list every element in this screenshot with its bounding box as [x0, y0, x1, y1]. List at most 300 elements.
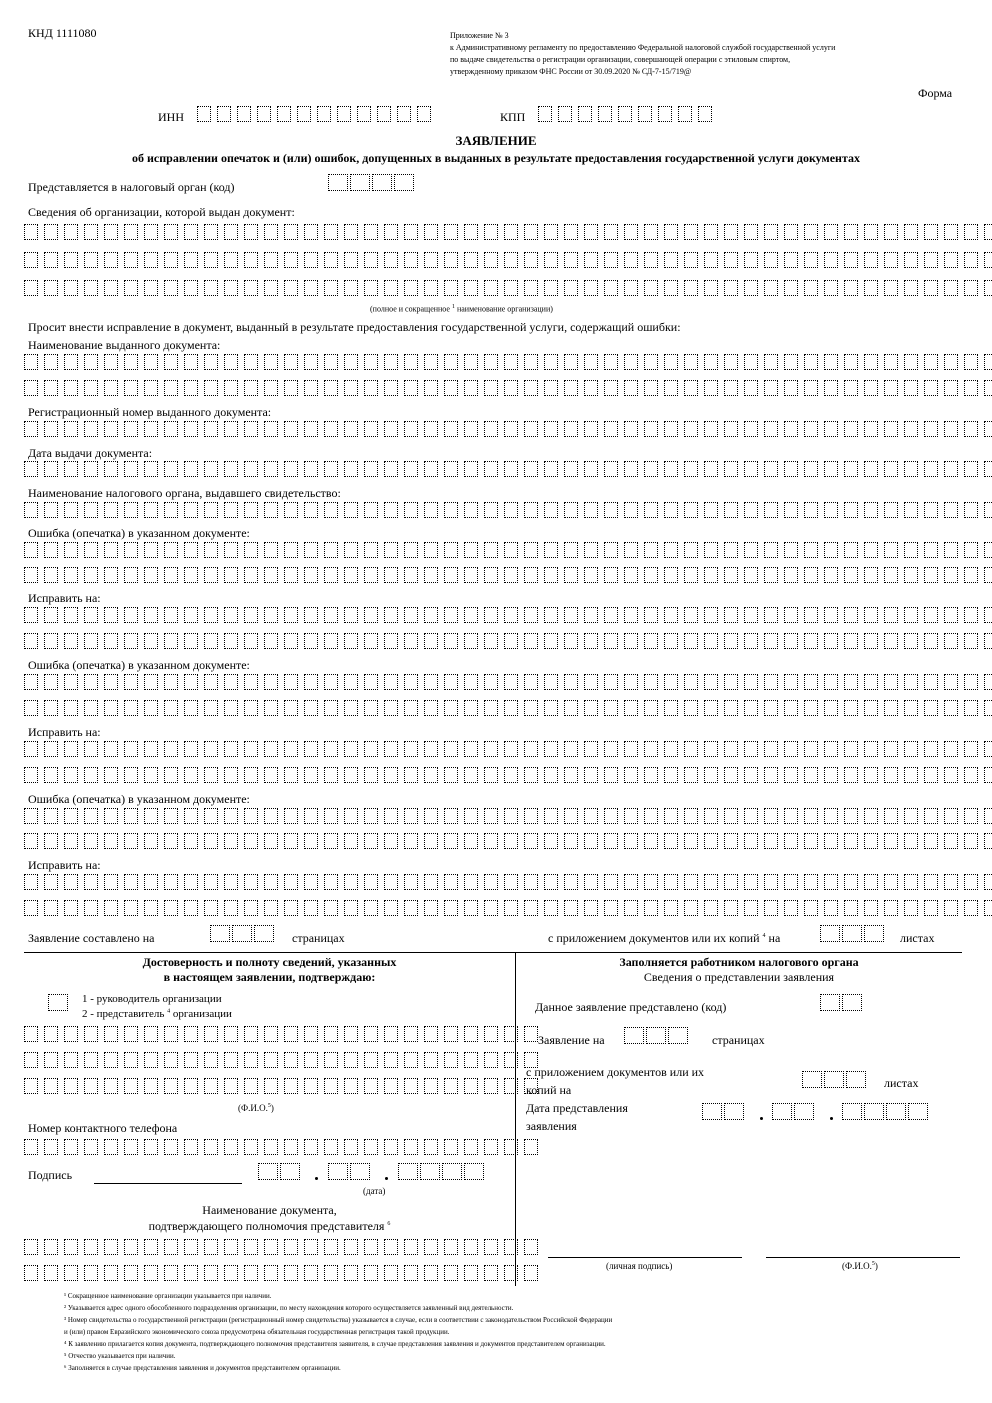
char-cell[interactable] — [644, 542, 658, 558]
org-name-line-3[interactable] — [24, 280, 992, 296]
char-cell[interactable] — [724, 354, 738, 370]
char-cell[interactable] — [544, 567, 558, 583]
char-cell[interactable] — [344, 502, 358, 518]
char-cell[interactable] — [124, 633, 138, 649]
fix-line[interactable] — [24, 874, 992, 890]
date-year-field[interactable] — [398, 1163, 486, 1181]
char-cell[interactable] — [84, 567, 98, 583]
char-cell[interactable] — [504, 380, 518, 396]
char-cell[interactable] — [924, 461, 938, 477]
char-cell[interactable] — [464, 1052, 478, 1068]
char-cell[interactable] — [24, 767, 38, 783]
char-cell[interactable] — [124, 1239, 138, 1255]
phone-field[interactable] — [24, 1139, 544, 1155]
char-cell[interactable] — [404, 1139, 418, 1155]
char-cell[interactable] — [84, 461, 98, 477]
char-cell[interactable] — [904, 280, 918, 296]
char-cell[interactable] — [244, 700, 258, 716]
char-cell[interactable] — [264, 280, 278, 296]
char-cell[interactable] — [784, 741, 798, 757]
char-cell[interactable] — [944, 674, 958, 690]
char-cell[interactable] — [324, 741, 338, 757]
fix-line[interactable] — [24, 633, 992, 649]
char-cell[interactable] — [908, 1103, 928, 1120]
char-cell[interactable] — [344, 421, 358, 437]
char-cell[interactable] — [564, 808, 578, 824]
char-cell[interactable] — [884, 900, 898, 916]
char-cell[interactable] — [164, 224, 178, 240]
char-cell[interactable] — [584, 567, 598, 583]
char-cell[interactable] — [844, 567, 858, 583]
char-cell[interactable] — [904, 252, 918, 268]
char-cell[interactable] — [764, 542, 778, 558]
char-cell[interactable] — [504, 700, 518, 716]
char-cell[interactable] — [964, 633, 978, 649]
char-cell[interactable] — [104, 224, 118, 240]
char-cell[interactable] — [484, 502, 498, 518]
char-cell[interactable] — [804, 224, 818, 240]
char-cell[interactable] — [464, 1163, 484, 1180]
char-cell[interactable] — [884, 542, 898, 558]
char-cell[interactable] — [398, 1163, 418, 1180]
char-cell[interactable] — [684, 833, 698, 849]
char-cell[interactable] — [24, 741, 38, 757]
char-cell[interactable] — [464, 767, 478, 783]
char-cell[interactable] — [604, 808, 618, 824]
char-cell[interactable] — [464, 674, 478, 690]
char-cell[interactable] — [124, 542, 138, 558]
char-cell[interactable] — [84, 808, 98, 824]
char-cell[interactable] — [524, 900, 538, 916]
char-cell[interactable] — [644, 874, 658, 890]
char-cell[interactable] — [824, 542, 838, 558]
char-cell[interactable] — [644, 741, 658, 757]
char-cell[interactable] — [384, 1239, 398, 1255]
char-cell[interactable] — [804, 900, 818, 916]
char-cell[interactable] — [504, 633, 518, 649]
fix-line[interactable] — [24, 767, 992, 783]
char-cell[interactable] — [424, 354, 438, 370]
char-cell[interactable] — [724, 252, 738, 268]
char-cell[interactable] — [624, 633, 638, 649]
char-cell[interactable] — [324, 380, 338, 396]
char-cell[interactable] — [304, 674, 318, 690]
char-cell[interactable] — [884, 833, 898, 849]
char-cell[interactable] — [24, 354, 38, 370]
tax-authority-code-field[interactable] — [328, 174, 416, 192]
char-cell[interactable] — [504, 607, 518, 623]
char-cell[interactable] — [244, 874, 258, 890]
char-cell[interactable] — [464, 808, 478, 824]
char-cell[interactable] — [404, 700, 418, 716]
char-cell[interactable] — [24, 224, 38, 240]
char-cell[interactable] — [564, 421, 578, 437]
char-cell[interactable] — [964, 252, 978, 268]
char-cell[interactable] — [24, 674, 38, 690]
char-cell[interactable] — [544, 808, 558, 824]
char-cell[interactable] — [304, 1052, 318, 1068]
char-cell[interactable] — [144, 633, 158, 649]
char-cell[interactable] — [564, 542, 578, 558]
char-cell[interactable] — [204, 1265, 218, 1281]
char-cell[interactable] — [164, 280, 178, 296]
char-cell[interactable] — [884, 700, 898, 716]
char-cell[interactable] — [324, 674, 338, 690]
char-cell[interactable] — [184, 502, 198, 518]
char-cell[interactable] — [564, 280, 578, 296]
char-cell[interactable] — [224, 900, 238, 916]
char-cell[interactable] — [384, 461, 398, 477]
error-line[interactable] — [24, 542, 992, 558]
char-cell[interactable] — [344, 1078, 358, 1094]
char-cell[interactable] — [217, 106, 231, 122]
char-cell[interactable] — [444, 874, 458, 890]
char-cell[interactable] — [464, 502, 478, 518]
char-cell[interactable] — [864, 900, 878, 916]
char-cell[interactable] — [644, 224, 658, 240]
char-cell[interactable] — [668, 1027, 688, 1044]
char-cell[interactable] — [484, 280, 498, 296]
char-cell[interactable] — [824, 354, 838, 370]
char-cell[interactable] — [44, 1052, 58, 1068]
char-cell[interactable] — [484, 380, 498, 396]
char-cell[interactable] — [584, 900, 598, 916]
date-month-field[interactable] — [328, 1163, 372, 1181]
char-cell[interactable] — [64, 1026, 78, 1042]
char-cell[interactable] — [584, 280, 598, 296]
char-cell[interactable] — [704, 542, 718, 558]
char-cell[interactable] — [264, 607, 278, 623]
char-cell[interactable] — [104, 741, 118, 757]
char-cell[interactable] — [244, 252, 258, 268]
char-cell[interactable] — [304, 421, 318, 437]
char-cell[interactable] — [584, 633, 598, 649]
char-cell[interactable] — [84, 1139, 98, 1155]
char-cell[interactable] — [784, 224, 798, 240]
char-cell[interactable] — [944, 633, 958, 649]
char-cell[interactable] — [664, 833, 678, 849]
char-cell[interactable] — [784, 380, 798, 396]
char-cell[interactable] — [964, 874, 978, 890]
char-cell[interactable] — [524, 380, 538, 396]
char-cell[interactable] — [704, 567, 718, 583]
char-cell[interactable] — [944, 280, 958, 296]
char-cell[interactable] — [944, 607, 958, 623]
char-cell[interactable] — [864, 925, 884, 942]
char-cell[interactable] — [884, 502, 898, 518]
char-cell[interactable] — [924, 380, 938, 396]
char-cell[interactable] — [864, 874, 878, 890]
char-cell[interactable] — [664, 461, 678, 477]
char-cell[interactable] — [964, 461, 978, 477]
char-cell[interactable] — [84, 607, 98, 623]
char-cell[interactable] — [444, 741, 458, 757]
char-cell[interactable] — [604, 252, 618, 268]
char-cell[interactable] — [984, 461, 992, 477]
char-cell[interactable] — [424, 808, 438, 824]
char-cell[interactable] — [704, 380, 718, 396]
char-cell[interactable] — [264, 874, 278, 890]
char-cell[interactable] — [964, 808, 978, 824]
char-cell[interactable] — [344, 380, 358, 396]
char-cell[interactable] — [304, 1026, 318, 1042]
attachments-sheets-field[interactable] — [820, 925, 886, 943]
char-cell[interactable] — [284, 224, 298, 240]
char-cell[interactable] — [764, 354, 778, 370]
char-cell[interactable] — [304, 700, 318, 716]
authority-doc-line-1[interactable] — [24, 1239, 544, 1255]
char-cell[interactable] — [884, 252, 898, 268]
char-cell[interactable] — [604, 421, 618, 437]
char-cell[interactable] — [224, 542, 238, 558]
char-cell[interactable] — [184, 461, 198, 477]
char-cell[interactable] — [284, 502, 298, 518]
char-cell[interactable] — [744, 700, 758, 716]
char-cell[interactable] — [764, 252, 778, 268]
char-cell[interactable] — [84, 741, 98, 757]
char-cell[interactable] — [64, 1052, 78, 1068]
char-cell[interactable] — [124, 1026, 138, 1042]
char-cell[interactable] — [164, 421, 178, 437]
char-cell[interactable] — [764, 421, 778, 437]
char-cell[interactable] — [844, 874, 858, 890]
char-cell[interactable] — [232, 925, 252, 942]
char-cell[interactable] — [784, 461, 798, 477]
char-cell[interactable] — [884, 280, 898, 296]
char-cell[interactable] — [64, 700, 78, 716]
char-cell[interactable] — [84, 874, 98, 890]
char-cell[interactable] — [184, 1052, 198, 1068]
char-cell[interactable] — [704, 674, 718, 690]
char-cell[interactable] — [64, 354, 78, 370]
char-cell[interactable] — [804, 502, 818, 518]
staff-date-day-field[interactable] — [702, 1103, 746, 1121]
char-cell[interactable] — [564, 833, 578, 849]
char-cell[interactable] — [264, 633, 278, 649]
char-cell[interactable] — [904, 542, 918, 558]
char-cell[interactable] — [804, 808, 818, 824]
char-cell[interactable] — [184, 1078, 198, 1094]
char-cell[interactable] — [824, 874, 838, 890]
char-cell[interactable] — [584, 674, 598, 690]
char-cell[interactable] — [504, 808, 518, 824]
char-cell[interactable] — [364, 252, 378, 268]
char-cell[interactable] — [324, 567, 338, 583]
char-cell[interactable] — [864, 280, 878, 296]
char-cell[interactable] — [284, 874, 298, 890]
char-cell[interactable] — [324, 1078, 338, 1094]
char-cell[interactable] — [624, 808, 638, 824]
char-cell[interactable] — [324, 874, 338, 890]
char-cell[interactable] — [144, 674, 158, 690]
char-cell[interactable] — [384, 354, 398, 370]
char-cell[interactable] — [184, 1139, 198, 1155]
char-cell[interactable] — [824, 421, 838, 437]
char-cell[interactable] — [244, 1239, 258, 1255]
char-cell[interactable] — [504, 421, 518, 437]
char-cell[interactable] — [184, 808, 198, 824]
char-cell[interactable] — [264, 1026, 278, 1042]
char-cell[interactable] — [764, 461, 778, 477]
char-cell[interactable] — [464, 874, 478, 890]
char-cell[interactable] — [384, 1265, 398, 1281]
char-cell[interactable] — [864, 808, 878, 824]
char-cell[interactable] — [544, 700, 558, 716]
char-cell[interactable] — [104, 833, 118, 849]
char-cell[interactable] — [764, 808, 778, 824]
char-cell[interactable] — [484, 674, 498, 690]
char-cell[interactable] — [164, 461, 178, 477]
char-cell[interactable] — [864, 633, 878, 649]
char-cell[interactable] — [764, 767, 778, 783]
char-cell[interactable] — [64, 741, 78, 757]
char-cell[interactable] — [744, 741, 758, 757]
char-cell[interactable] — [804, 607, 818, 623]
char-cell[interactable] — [24, 380, 38, 396]
char-cell[interactable] — [444, 767, 458, 783]
char-cell[interactable] — [784, 833, 798, 849]
char-cell[interactable] — [564, 252, 578, 268]
char-cell[interactable] — [664, 808, 678, 824]
char-cell[interactable] — [404, 741, 418, 757]
char-cell[interactable] — [424, 1265, 438, 1281]
char-cell[interactable] — [184, 252, 198, 268]
char-cell[interactable] — [584, 421, 598, 437]
char-cell[interactable] — [364, 1078, 378, 1094]
char-cell[interactable] — [544, 633, 558, 649]
char-cell[interactable] — [504, 674, 518, 690]
char-cell[interactable] — [658, 106, 672, 122]
char-cell[interactable] — [724, 674, 738, 690]
char-cell[interactable] — [484, 900, 498, 916]
char-cell[interactable] — [444, 461, 458, 477]
char-cell[interactable] — [264, 421, 278, 437]
char-cell[interactable] — [24, 700, 38, 716]
char-cell[interactable] — [484, 567, 498, 583]
char-cell[interactable] — [424, 380, 438, 396]
char-cell[interactable] — [884, 633, 898, 649]
char-cell[interactable] — [84, 502, 98, 518]
char-cell[interactable] — [664, 700, 678, 716]
char-cell[interactable] — [804, 567, 818, 583]
char-cell[interactable] — [684, 502, 698, 518]
char-cell[interactable] — [864, 421, 878, 437]
char-cell[interactable] — [224, 874, 238, 890]
char-cell[interactable] — [224, 607, 238, 623]
char-cell[interactable] — [164, 607, 178, 623]
char-cell[interactable] — [284, 354, 298, 370]
char-cell[interactable] — [84, 354, 98, 370]
char-cell[interactable] — [364, 502, 378, 518]
char-cell[interactable] — [144, 280, 158, 296]
char-cell[interactable] — [124, 252, 138, 268]
char-cell[interactable] — [844, 461, 858, 477]
char-cell[interactable] — [704, 808, 718, 824]
char-cell[interactable] — [844, 502, 858, 518]
char-cell[interactable] — [504, 1265, 518, 1281]
char-cell[interactable] — [924, 354, 938, 370]
char-cell[interactable] — [604, 380, 618, 396]
char-cell[interactable] — [444, 252, 458, 268]
char-cell[interactable] — [684, 607, 698, 623]
char-cell[interactable] — [724, 874, 738, 890]
char-cell[interactable] — [64, 874, 78, 890]
error-line[interactable] — [24, 567, 992, 583]
char-cell[interactable] — [464, 1026, 478, 1042]
char-cell[interactable] — [684, 567, 698, 583]
char-cell[interactable] — [964, 900, 978, 916]
char-cell[interactable] — [204, 280, 218, 296]
submitted-code-field[interactable] — [820, 994, 864, 1012]
char-cell[interactable] — [644, 421, 658, 437]
char-cell[interactable] — [264, 502, 278, 518]
char-cell[interactable] — [304, 252, 318, 268]
char-cell[interactable] — [484, 224, 498, 240]
char-cell[interactable] — [344, 700, 358, 716]
char-cell[interactable] — [964, 542, 978, 558]
char-cell[interactable] — [224, 280, 238, 296]
char-cell[interactable] — [904, 567, 918, 583]
char-cell[interactable] — [444, 607, 458, 623]
char-cell[interactable] — [24, 1239, 38, 1255]
char-cell[interactable] — [664, 900, 678, 916]
char-cell[interactable] — [624, 607, 638, 623]
staff-date-year-field[interactable] — [842, 1103, 930, 1121]
char-cell[interactable] — [424, 833, 438, 849]
staff-signature-line[interactable] — [548, 1257, 742, 1258]
char-cell[interactable] — [564, 354, 578, 370]
char-cell[interactable] — [284, 1078, 298, 1094]
char-cell[interactable] — [344, 833, 358, 849]
char-cell[interactable] — [328, 174, 348, 191]
char-cell[interactable] — [664, 767, 678, 783]
char-cell[interactable] — [464, 421, 478, 437]
char-cell[interactable] — [344, 542, 358, 558]
char-cell[interactable] — [804, 833, 818, 849]
char-cell[interactable] — [44, 1239, 58, 1255]
char-cell[interactable] — [684, 224, 698, 240]
char-cell[interactable] — [844, 607, 858, 623]
char-cell[interactable] — [324, 1239, 338, 1255]
char-cell[interactable] — [64, 542, 78, 558]
char-cell[interactable] — [842, 1103, 862, 1120]
char-cell[interactable] — [558, 106, 572, 122]
char-cell[interactable] — [104, 1139, 118, 1155]
char-cell[interactable] — [846, 1071, 866, 1088]
char-cell[interactable] — [104, 1052, 118, 1068]
char-cell[interactable] — [504, 1139, 518, 1155]
char-cell[interactable] — [524, 1026, 538, 1042]
char-cell[interactable] — [704, 900, 718, 916]
char-cell[interactable] — [904, 900, 918, 916]
char-cell[interactable] — [264, 767, 278, 783]
char-cell[interactable] — [104, 1265, 118, 1281]
char-cell[interactable] — [484, 421, 498, 437]
char-cell[interactable] — [724, 833, 738, 849]
char-cell[interactable] — [524, 674, 538, 690]
char-cell[interactable] — [104, 252, 118, 268]
char-cell[interactable] — [744, 767, 758, 783]
char-cell[interactable] — [864, 674, 878, 690]
char-cell[interactable] — [64, 674, 78, 690]
char-cell[interactable] — [24, 1078, 38, 1094]
char-cell[interactable] — [764, 380, 778, 396]
char-cell[interactable] — [824, 567, 838, 583]
char-cell[interactable] — [444, 1239, 458, 1255]
char-cell[interactable] — [924, 767, 938, 783]
char-cell[interactable] — [304, 354, 318, 370]
char-cell[interactable] — [864, 741, 878, 757]
